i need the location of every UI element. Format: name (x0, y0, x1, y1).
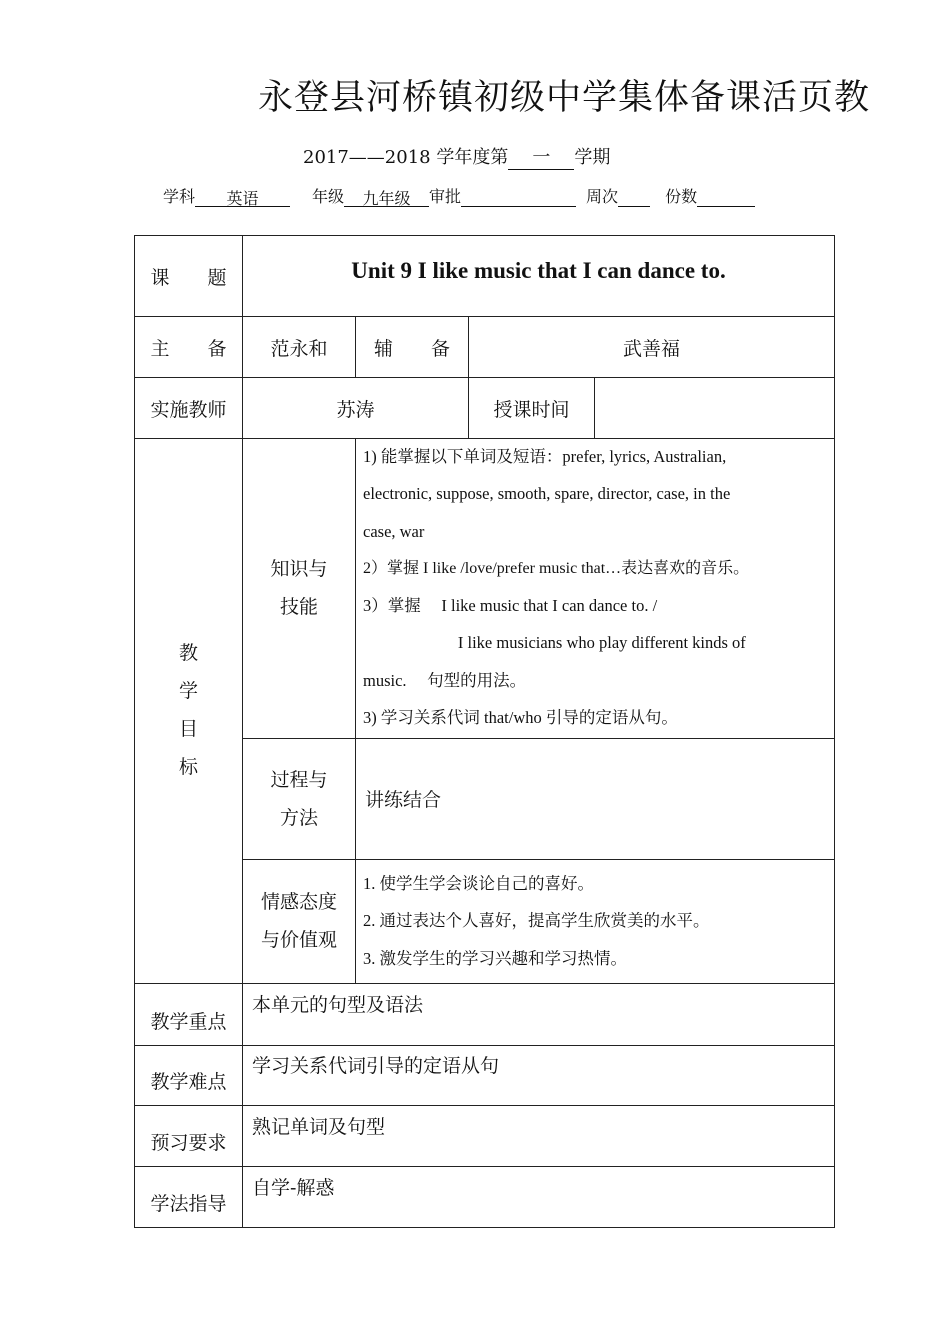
knowledge-line: 3) 学习关系代词 that/who 引导的定语从句。 (363, 708, 678, 728)
term-suffix: 学期 (574, 147, 611, 168)
term-value: 一 (508, 143, 574, 170)
term-prefix: 2017——2018 学年度第 (303, 147, 509, 168)
topic-value: Unit 9 I like music that I can dance to. (351, 258, 726, 283)
preview-value: 熟记单词及句型 (252, 1116, 386, 1138)
main-prep-label: 主 备 (150, 337, 227, 360)
process-value: 讲练结合 (365, 789, 442, 811)
key-value: 本单元的句型及语法 (252, 994, 424, 1016)
time-value (595, 378, 834, 438)
preview-label: 预习要求 (150, 1131, 227, 1154)
knowledge-content (363, 438, 833, 736)
knowledge-line: electronic, suppose, smooth, spare, director, case, in the (363, 484, 731, 504)
emotion-line: 2. 通过表达个人喜好，提高学生欣赏美的水平。 (363, 911, 710, 931)
teacher-label: 实施教师 (150, 398, 227, 421)
knowledge-line: 3）掌握 I like music that I can dance to. / (363, 596, 658, 616)
approve-label: 审批 (429, 187, 462, 206)
subject-value: 英语 (195, 186, 290, 207)
difficulty-label: 教学难点 (150, 1071, 227, 1093)
emotion-line: 1. 使学生学会谈论自己的喜好。 (363, 874, 594, 893)
knowledge-line: case, war (363, 521, 425, 541)
knowledge-line: music. 句型的用法。 (363, 670, 527, 690)
process-label: 过程与 方法 (270, 769, 328, 829)
knowledge-line: I like musicians who play different kinds of (363, 633, 746, 653)
knowledge-line: 1) 能掌握以下单词及短语：prefer, lyrics, Australian, (363, 447, 727, 466)
assist-prep-label: 辅 备 (373, 337, 450, 360)
main-prep-value: 范永和 (270, 337, 328, 360)
goals-label: 教 学 目 标 (178, 642, 198, 778)
topic-label: 课 题 (150, 266, 227, 289)
time-label: 授课时间 (493, 398, 570, 421)
grade-value: 九年级 (344, 186, 429, 207)
key-label: 教学重点 (150, 1011, 227, 1033)
emotion-content (363, 865, 833, 977)
assist-prep-value: 武善福 (622, 337, 680, 360)
method-value: 自学-解惑 (252, 1177, 335, 1199)
copies-label: 份数 (665, 187, 698, 206)
knowledge-label: 知识与 技能 (270, 558, 328, 618)
document-title: 永登县河桥镇初级中学集体备课活页教 (258, 78, 871, 118)
grade-label: 年级 (312, 187, 345, 206)
emotion-label: 情感态度 与价值观 (260, 891, 337, 951)
teacher-value: 苏涛 (336, 398, 375, 421)
difficulty-value: 学习关系代词引导的定语从句 (252, 1055, 500, 1077)
knowledge-line: 2）掌握 I like /love/prefer music that…表达喜欢的音乐。 (363, 559, 750, 577)
emotion-line: 3. 激发学生的学习兴趣和学习热情。 (363, 948, 627, 968)
week-label: 周次 (586, 187, 619, 206)
method-label: 学法指导 (150, 1192, 227, 1215)
subject-label: 学科 (163, 187, 196, 206)
